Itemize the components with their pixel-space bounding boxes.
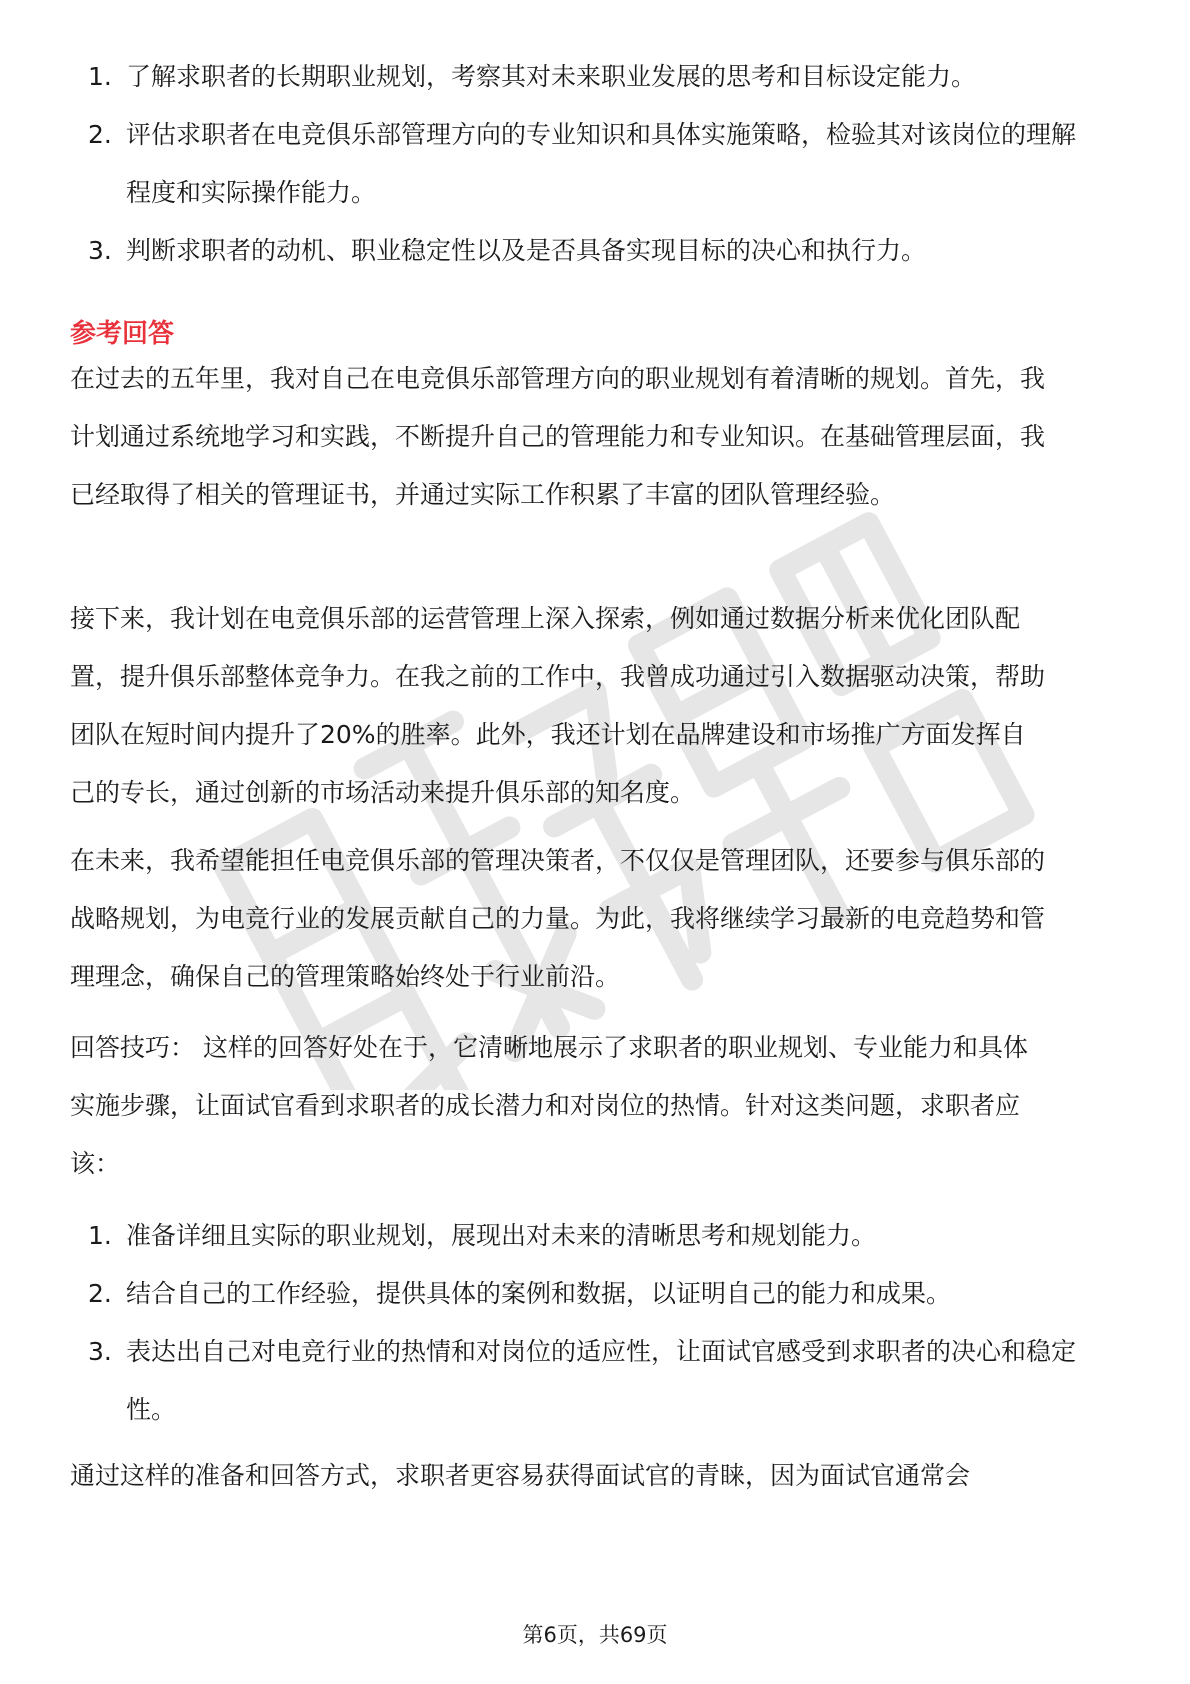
list-item [88,222,1128,280]
list-item-number: 1. [88,62,112,91]
answer-paragraph: 在未来，我希望能担任电竞俱乐部的管理决策者，不仅仅是管理团队，还要参与俱乐部的战略规划，为电竞行业的发展贡献自己的力量。为此，我将继续学习最新的电竞趋势和管理理念，确保自己的管理策略始终处于行业前沿。 [70,846,1046,991]
list-item-text: 准备详细且实际的职业规划，展现出对未来的清晰思考和规划能力。 [126,1221,877,1250]
closing-paragraph: 通过这样的准备和回答方式，求职者更容易获得面试官的青睐，因为面试官通常会 [70,1461,971,1490]
objectives-list [88,48,1128,280]
answer-paragraph: 接下来，我计划在电竞俱乐部的运营管理上深入探索，例如通过数据分析来优化团队配置，提升俱乐部整体竞争力。在我之前的工作中，我曾成功通过引入数据驱动决策，帮助团队在短时间内提升了20%的胜率。此外，我还计划在品牌建设和市场推广方面发挥自己的专长，通过创新的市场活动来提升俱乐部的知名度。 [70,604,1046,807]
list-item [88,1323,1086,1439]
list-item [88,48,1128,106]
answer-paragraph: 在过去的五年里，我对自己在电竞俱乐部管理方向的职业规划有着清晰的规划。首先，我计划通过系统地学习和实践，不断提升自己的管理能力和专业知识。在基础管理层面，我已经取得了相关的管理证书，并通过实际工作积累了丰富的团队管理经验。 [70,364,1046,509]
list-item-number: 1. [88,1221,112,1250]
list-item [88,1265,1128,1323]
list-item-text: 表达出自己对电竞行业的热情和对岗位的适应性，让面试官感受到求职者的决心和稳定性。 [126,1337,1077,1424]
tips-list [88,1207,1128,1439]
list-item-text: 评估求职者在电竞俱乐部管理方向的专业知识和具体实施策略，检验其对该岗位的理解程度和实际操作能力。 [126,120,1077,207]
list-item-text: 了解求职者的长期职业规划，考察其对未来职业发展的思考和目标设定能力。 [126,62,977,91]
list-item [88,1207,1128,1265]
list-item-text: 判断求职者的动机、职业稳定性以及是否具备实现目标的决心和执行力。 [126,236,927,265]
list-item-number: 2. [88,120,112,149]
list-item [88,106,1086,222]
list-item-text: 结合自己的工作经验，提供具体的案例和数据，以证明自己的能力和成果。 [126,1279,952,1308]
list-item-number: 3. [88,1337,112,1366]
list-item-number: 3. [88,236,112,265]
answer-heading: 参考回答 [70,319,175,349]
page-number: 第6页，共69页 [522,1623,668,1647]
list-item-number: 2. [88,1279,112,1308]
tips-paragraph: 回答技巧： 这样的回答好处在于，它清晰地展示了求职者的职业规划、专业能力和具体实施步骤，让面试官看到求职者的成长潜力和对岗位的热情。针对这类问题，求职者应该： [70,1033,1028,1178]
